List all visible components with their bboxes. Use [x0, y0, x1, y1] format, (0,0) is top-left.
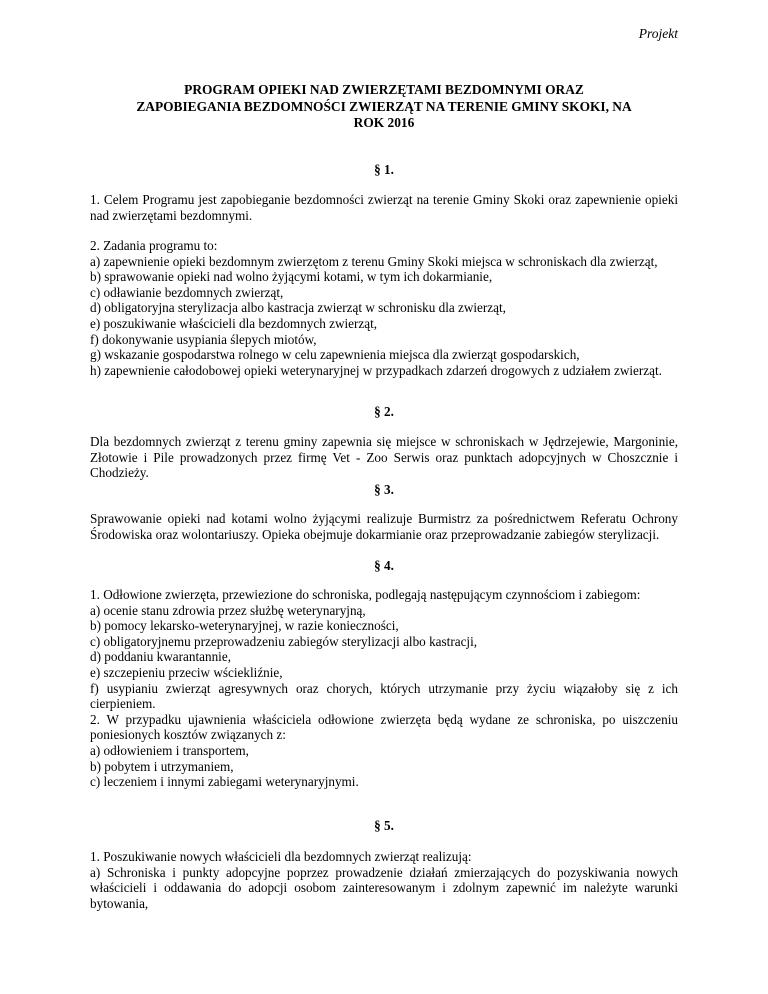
section-4-paragraph-2: 2. W przypadku ujawnienia właściciela odłowione zwierzęta będą wydane ze schroniska, po uiszczeniu poniesionych kosztów związanych z:: [90, 711, 678, 743]
section-4-item-b: b) pomocy lekarsko-weterynaryjnej, w razie konieczności,: [90, 618, 399, 634]
section-3-heading: § 3.: [374, 482, 394, 497]
section-4-item-a: a) ocenie stanu zdrowia przez służbę weterynaryjną,: [90, 602, 366, 618]
section-1-paragraph-1: 1. Celem Programu jest zapobieganie bezdomności zwierząt na terenie Gminy Skoki oraz zapewnienie opieki nad zwierzętami bezdomnymi.: [90, 192, 678, 223]
section-1-tasks-intro: 2. Zadania programu to:: [90, 238, 218, 253]
section-4-cost-a: a) odłowieniem i transportem,: [90, 742, 249, 758]
section-4-heading: § 4.: [374, 558, 394, 573]
section-1-heading: § 1.: [374, 162, 394, 177]
section-4-item-f: f) usypianiu zwierząt agresywnych oraz chorych, których utrzymanie przy życiu wiązałoby się z ich cierpieniem.: [90, 680, 678, 712]
section-1-task-g: g) wskazanie gospodarstwa rolnego w celu zapewnienia miejsca dla zwierząt gospodarskich,: [90, 347, 580, 363]
title-line-2: ZAPOBIEGANIA BEZDOMNOŚCI ZWIERZĄT NA TERENIE GMINY SKOKI, NA: [136, 98, 632, 114]
section-1-task-a: a) zapewnienie opieki bezdomnym zwierzętom z terenu Gminy Skoki miejsca w schroniskach dla zwierząt,: [90, 253, 658, 269]
section-1-tasks: [90, 238, 678, 378]
section-4-paragraph-1: 1. Odłowione zwierzęta, przewiezione do schroniska, podlegają następującym czynnościom i zabiegom:: [90, 587, 641, 602]
section-1-task-b: b) sprawowanie opieki nad wolno żyjącymi kotami, w tym ich dokarmianie,: [90, 269, 493, 285]
section-4-cost-b: b) pobytem i utrzymaniem,: [90, 758, 234, 774]
section-3-paragraph: Sprawowanie opieki nad kotami wolno żyjącymi realizuje Burmistrz za pośrednictwem Referatu Ochrony Środowiska oraz wolontariuszy. Opieka obejmuje dokarmianie oraz przeprowadzanie zabiegów sterylizacji.: [90, 511, 678, 542]
section-4-body: [90, 587, 678, 790]
section-1-task-c: c) odławianie bezdomnych zwierząt,: [90, 284, 284, 300]
section-1-task-h: h) zapewnienie całodobowej opieki weterynaryjnej w przypadkach zdarzeń drogowych z udziałem zwierząt.: [90, 362, 662, 378]
section-1-task-d: d) obligatoryjna sterylizacja albo kastracja zwierząt w schronisku dla zwierząt,: [90, 300, 506, 316]
section-5-item-a: a) Schroniska i punkty adopcyjne poprzez prowadzenie działań zmierzających do pozyskiwania nowych właścicieli i oddawania do adopcji osobom zainteresowanym i zdolnym zapewnić im należyte warunki bytowania,: [90, 864, 678, 911]
section-5-heading: § 5.: [374, 818, 394, 833]
section-5-paragraph-1: 1. Poszukiwanie nowych właścicieli dla bezdomnych zwierząt realizują:: [90, 849, 472, 864]
section-4-cost-c: c) leczeniem i innymi zabiegami weterynaryjnymi.: [90, 774, 359, 790]
section-1-task-f: f) dokonywanie usypiania ślepych miotów,: [90, 331, 317, 347]
section-2-heading: § 2.: [374, 404, 394, 419]
title-line-1: PROGRAM OPIEKI NAD ZWIERZĘTAMI BEZDOMNYMI ORAZ: [184, 82, 584, 97]
title-line-3: ROK 2016: [353, 115, 415, 130]
section-4-item-d: d) poddaniu kwarantannie,: [90, 649, 231, 665]
section-4-item-e: e) szczepieniu przeciw wściekliźnie,: [90, 664, 283, 680]
section-2-paragraph: Dla bezdomnych zwierząt z terenu gminy zapewnia się miejsce w schroniskach w Jędrzejewie, Margoninie, Złotowie i Pile prowadzonych przez firmę Vet - Zoo Serwis oraz punktach adopcyjnych w Choszcznie i Chodzieży.: [90, 434, 678, 481]
document-title: [90, 82, 678, 132]
section-4-item-c: c) obligatoryjnemu przeprowadzeniu zabiegów sterylizacji albo kastracji,: [90, 633, 478, 649]
draft-stamp: Projekt: [638, 26, 678, 41]
section-5-body: [90, 849, 678, 911]
section-1-task-e: e) poszukiwanie właścicieli dla bezdomnych zwierząt,: [90, 315, 378, 331]
